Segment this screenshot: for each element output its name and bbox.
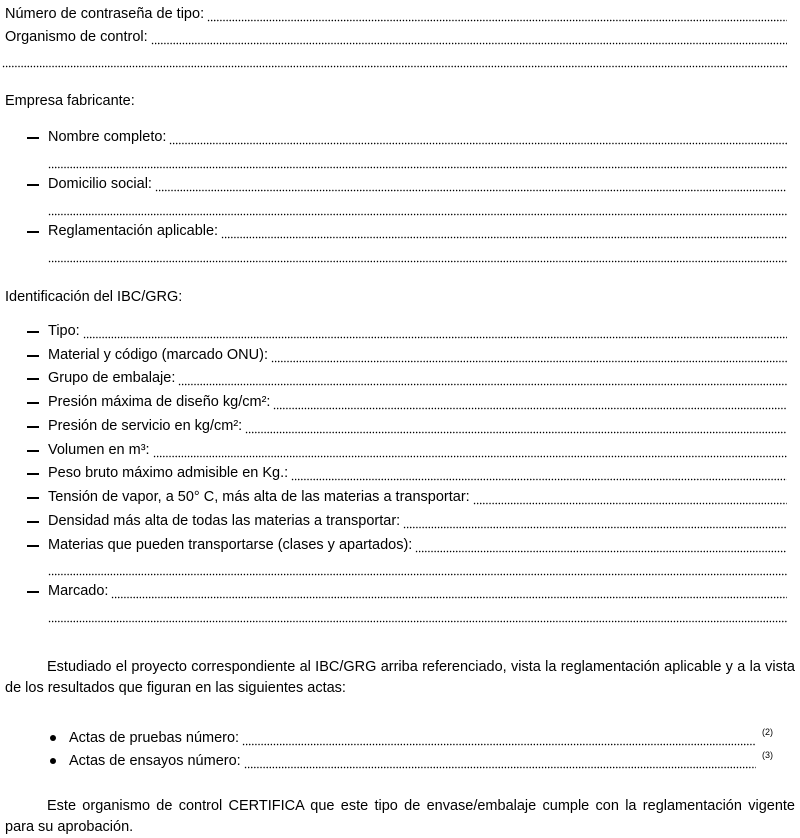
field-label: Presión de servicio en kg/cm²: [48,418,243,434]
fill-line-continuation [48,244,787,266]
fill-line [48,197,787,219]
fill-line [291,462,787,484]
fill-line [111,580,787,602]
field-label: Número de contraseña de tipo: [5,6,205,22]
dash-marker [27,497,39,499]
fill-line [415,534,787,556]
bullet-marker [50,735,56,741]
fill-line [244,750,756,772]
fill-line [48,244,787,266]
field-presion-servicio [48,415,787,437]
dash-marker [27,521,39,523]
fill-line [48,604,787,626]
field-label: Actas de pruebas número: [69,730,240,746]
field-reglamentacion [48,220,787,242]
paragraph-estudio: Estudiado el proyecto correspondiente al IBC/GRG arriba referenciado, vista la reglamentación aplicable y a la vista de los resultados que figuran en las siguientes actas: [5,659,795,696]
fill-line-continuation [48,557,787,579]
field-actas-ensayos [69,750,773,772]
field-label: Volumen en m³: [48,442,150,458]
fill-line-continuation [2,49,787,71]
paragraph-certifica: Este organismo de control CERTIFICA que este tipo de envase/embalaje cumple con la reglamentación vigente para su aprobación. [5,798,795,835]
fill-line [48,557,787,579]
field-tipo [48,320,787,342]
field-actas-pruebas [69,727,773,749]
dash-marker [27,450,39,452]
fill-line [273,391,787,413]
field-label: Densidad más alta de todas las materias a transportar: [48,513,401,529]
fill-line-continuation [48,197,787,219]
fill-line [207,3,787,25]
field-label: Reglamentación aplicable: [48,223,219,239]
fill-line [403,510,787,532]
dash-marker [27,378,39,380]
field-nombre-completo [48,126,787,148]
dash-marker [27,231,39,233]
fill-line [48,150,787,172]
fill-line [155,173,787,195]
dash-marker [27,137,39,139]
field-numero-contrasena [5,3,787,25]
field-material-codigo [48,344,787,366]
section-heading-identificacion: Identificación del IBC/GRG: [5,289,183,305]
field-grupo-embalaje [48,367,787,389]
fill-line [83,320,787,342]
field-label: Presión máxima de diseño kg/cm²: [48,394,271,410]
dash-marker [27,184,39,186]
footnote-ref: (3) [762,750,773,760]
dash-marker [27,355,39,357]
fill-line-continuation [48,604,787,626]
footnote-ref: (2) [762,727,773,737]
fill-line [151,26,787,48]
dash-marker [27,402,39,404]
dash-marker [27,426,39,428]
field-label: Marcado: [48,583,109,599]
bullet-marker [50,758,56,764]
field-label: Nombre completo: [48,129,167,145]
field-tension-vapor [48,486,787,508]
fill-line [271,344,787,366]
field-densidad [48,510,787,532]
fill-line [153,439,787,461]
fill-line-continuation [48,150,787,172]
fill-line [169,126,787,148]
field-volumen [48,439,787,461]
fill-line [245,415,787,437]
fill-line [242,727,756,749]
fill-line [178,367,787,389]
field-presion-maxima [48,391,787,413]
field-materias [48,534,787,556]
field-label: Peso bruto máximo admisible en Kg.: [48,465,289,481]
dash-marker [27,545,39,547]
field-domicilio-social [48,173,787,195]
field-label: Domicilio social: [48,176,152,192]
section-heading-empresa: Empresa fabricante: [5,93,135,109]
dash-marker [27,473,39,475]
field-peso-bruto [48,462,787,484]
fill-line [2,49,787,71]
field-label: Materias que pueden transportarse (clases y apartados): [48,537,413,553]
field-label: Organismo de control: [5,29,148,45]
fill-line [473,486,787,508]
field-label: Tensión de vapor, a 50° C, más alta de las materias a transportar: [48,489,470,505]
field-organismo [5,26,787,48]
field-label: Material y código (marcado ONU): [48,347,268,363]
field-label: Actas de ensayos número: [69,753,241,769]
field-label: Grupo de embalaje: [48,370,176,386]
field-marcado [48,580,787,602]
fill-line [221,220,787,242]
dash-marker [27,331,39,333]
dash-marker [27,591,39,593]
field-label: Tipo: [48,323,80,339]
